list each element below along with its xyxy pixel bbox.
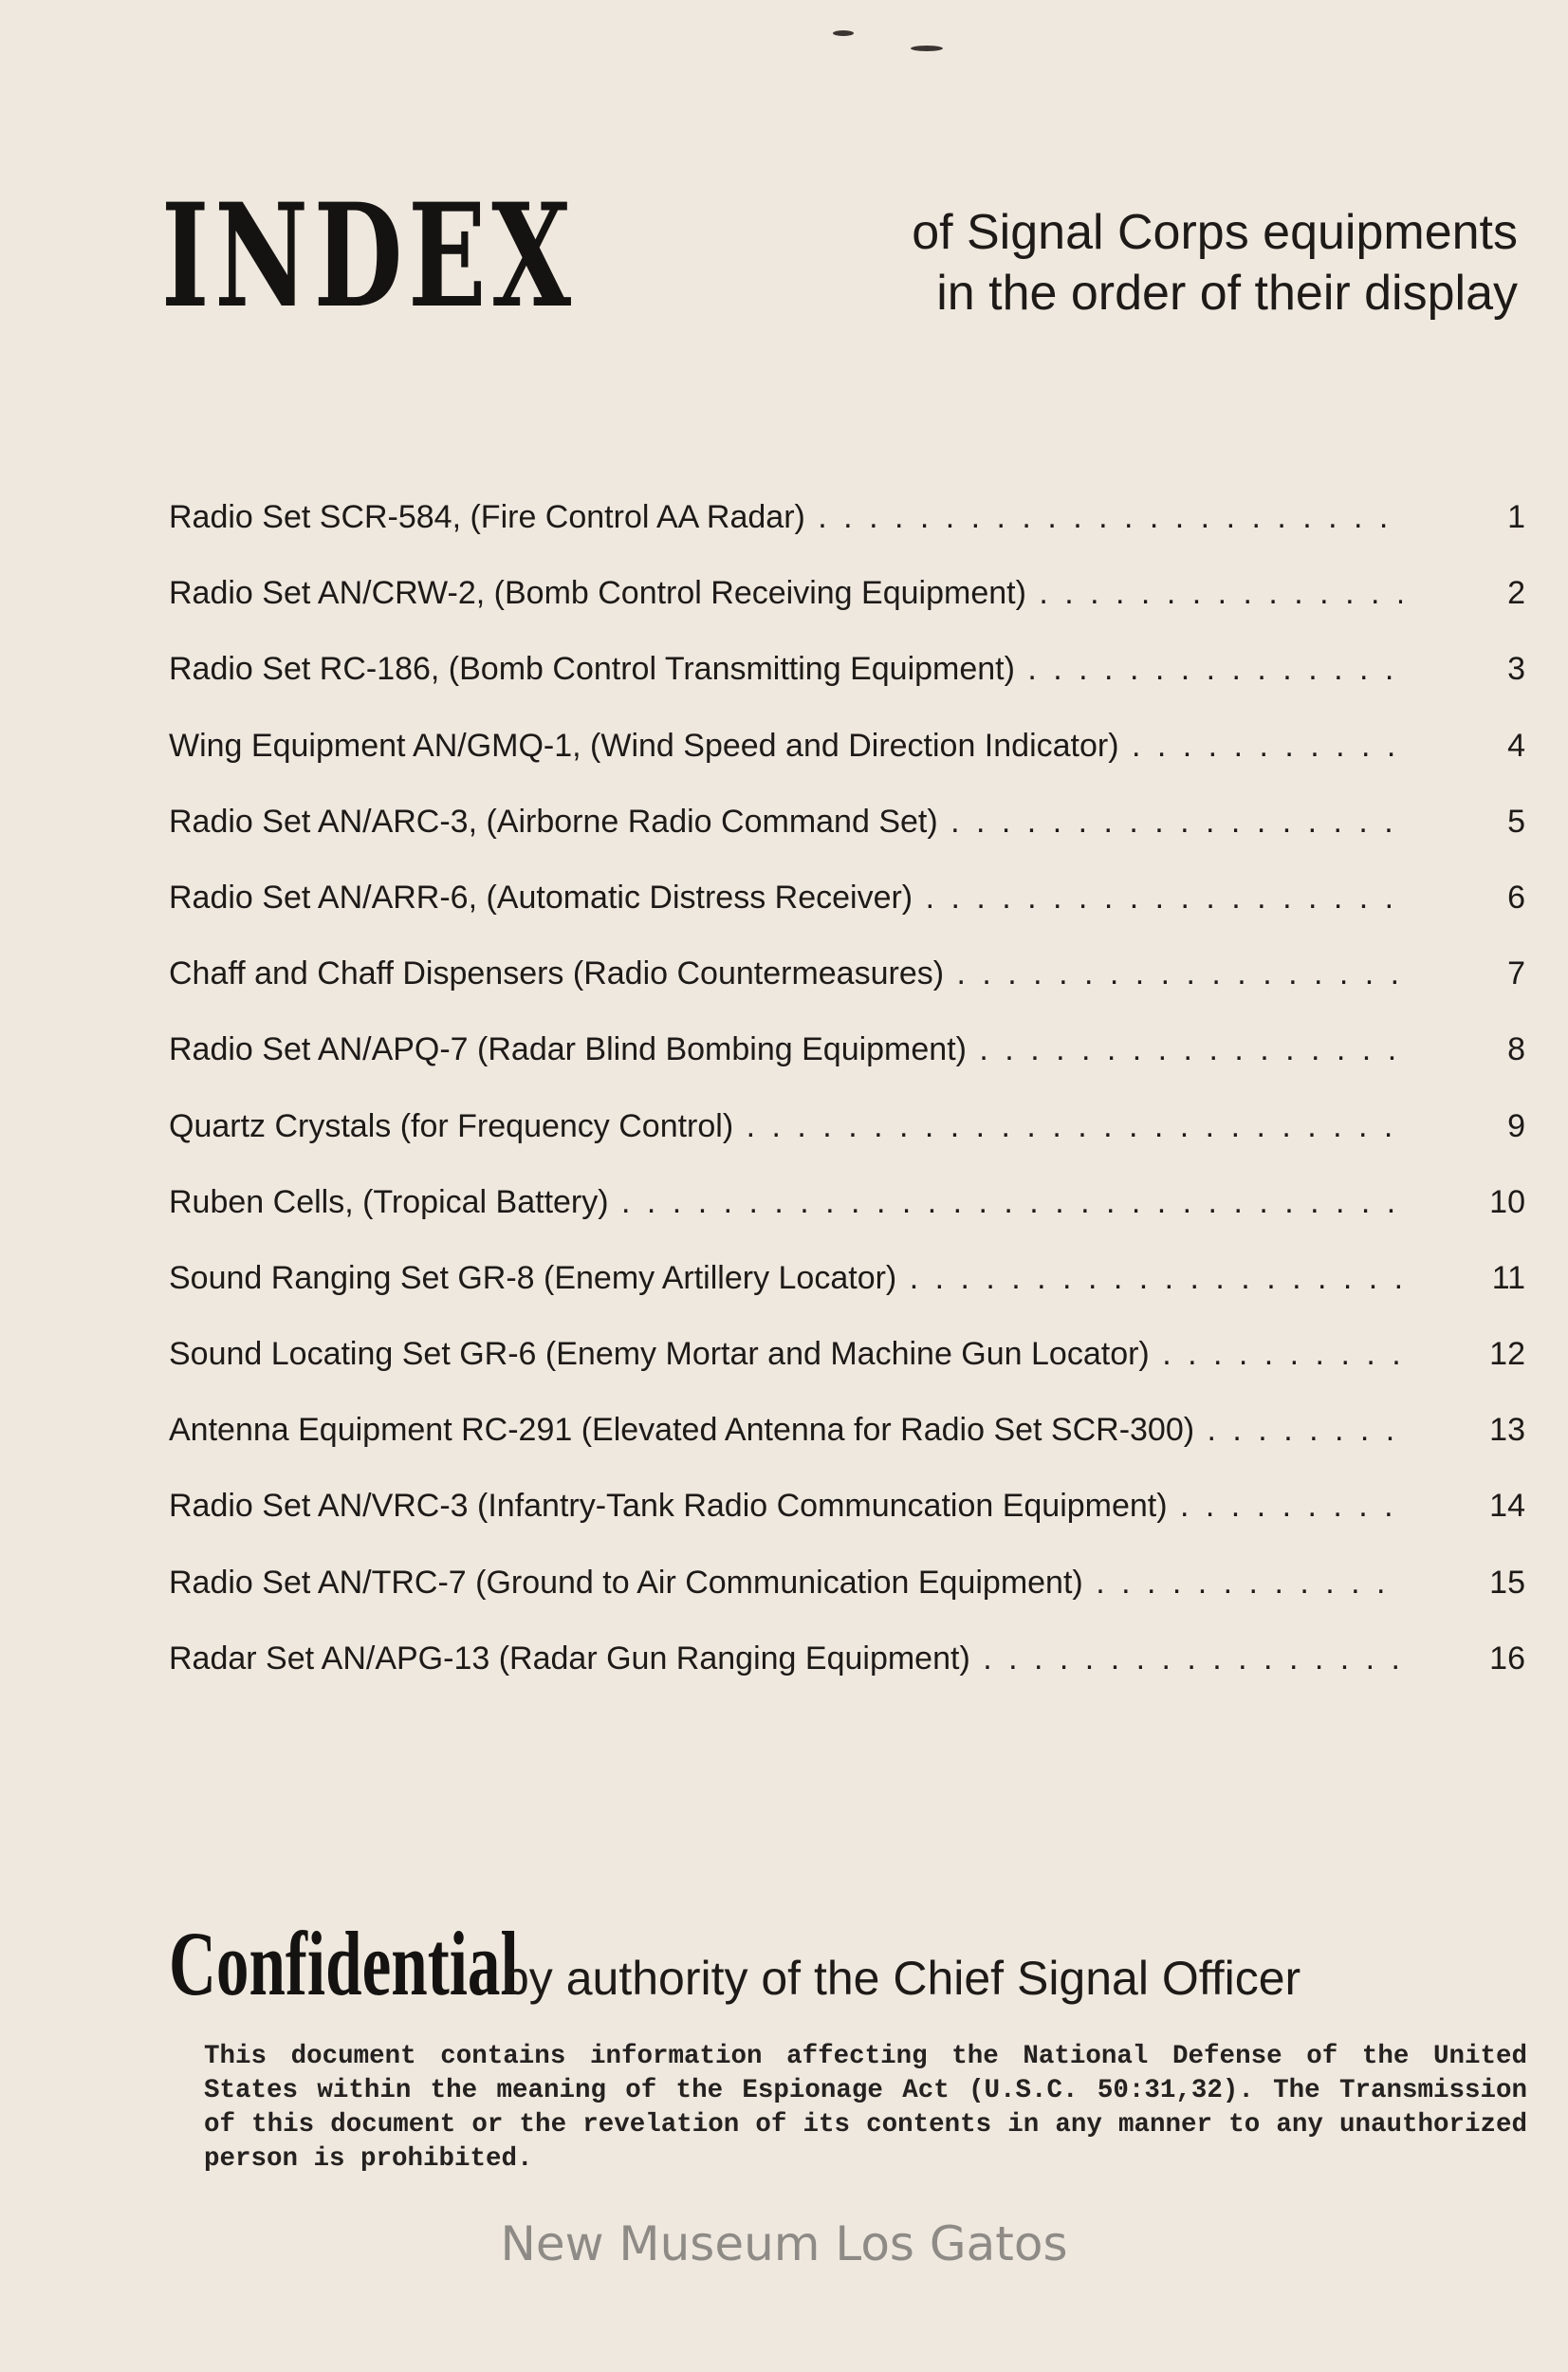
entry-page-number: 9 (1507, 1107, 1525, 1144)
index-title: INDEX (161, 173, 577, 340)
index-subtitle (607, 202, 1518, 324)
entry-description: Wing Equipment AN/GMQ-1, (Wind Speed and Direction Indicator) . . . (169, 722, 1402, 769)
entry-page-number: 10 (1489, 1183, 1525, 1220)
museum-watermark: New Museum Los Gatos (500, 2216, 1068, 2271)
index-entry (169, 569, 1525, 645)
index-header (161, 173, 1518, 340)
entry-description: Quartz Crystals (for Frequency Control) . . . (169, 1103, 1402, 1150)
index-entry (169, 1406, 1525, 1482)
entry-description: Sound Ranging Set GR-8 (Enemy Artillery Locator) . . . (169, 1254, 1402, 1302)
entry-page-number: 16 (1489, 1640, 1525, 1677)
index-entry (169, 1330, 1525, 1406)
index-entry (169, 874, 1525, 950)
confidential-authority: by authority of the Chief Signal Officer (503, 1952, 1301, 2005)
entry-description: Radio Set AN/CRW-2, (Bomb Control Receiving Equipment) . . . (169, 569, 1402, 617)
entry-description: Radio Set AN/APQ-7 (Radar Blind Bombing Equipment) . . . (169, 1026, 1402, 1073)
entry-page-number: 2 (1507, 575, 1525, 612)
confidential-word: Confidential (169, 1913, 519, 2014)
subtitle-line-1: of Signal Corps equipments (912, 205, 1518, 260)
subtitle-line-2: in the order of their display (936, 266, 1518, 321)
index-entry (169, 645, 1525, 721)
entry-description: Antenna Equipment RC-291 (Elevated Antenna for Radio Set SCR-300) . . . (169, 1406, 1402, 1454)
entry-page-number: 12 (1489, 1336, 1525, 1373)
entry-page-number: 6 (1507, 879, 1525, 916)
entry-page-number: 5 (1507, 803, 1525, 840)
entry-description: Ruben Cells, (Tropical Battery) . . . (169, 1178, 1402, 1226)
entry-page-number: 7 (1507, 955, 1525, 992)
ink-speck (833, 30, 854, 36)
index-entry (169, 1254, 1525, 1330)
index-entry (169, 1178, 1525, 1254)
index-entry (169, 1103, 1525, 1178)
index-list (169, 493, 1525, 1711)
entry-page-number: 14 (1489, 1488, 1525, 1525)
ink-speck (911, 46, 943, 51)
entry-page-number: 8 (1507, 1031, 1525, 1068)
index-entry (169, 1482, 1525, 1558)
index-entry (169, 1559, 1525, 1635)
entry-description: Radio Set AN/ARR-6, (Automatic Distress Receiver) . . . (169, 874, 1402, 921)
confidential-heading (169, 1912, 1568, 2026)
index-entry (169, 1026, 1525, 1102)
entry-description: Chaff and Chaff Dispensers (Radio Countermeasures) . . . (169, 950, 1402, 997)
entry-page-number: 15 (1489, 1564, 1525, 1601)
entry-page-number: 4 (1507, 727, 1525, 764)
entry-page-number: 13 (1489, 1412, 1525, 1449)
entry-description: Radio Set RC-186, (Bomb Control Transmitting Equipment) . . . (169, 645, 1402, 693)
index-entry (169, 722, 1525, 798)
entry-page-number: 11 (1491, 1259, 1525, 1296)
index-entry (169, 950, 1525, 1026)
index-entry (169, 1635, 1525, 1711)
entry-description: Radio Set AN/TRC-7 (Ground to Air Communication Equipment) . . . (169, 1559, 1402, 1606)
entry-description: Radio Set AN/VRC-3 (Infantry-Tank Radio Communcation Equipment) . . . (169, 1482, 1402, 1529)
entry-page-number: 3 (1507, 651, 1525, 688)
entry-description: Radio Set SCR-584, (Fire Control AA Radar) . . . (169, 493, 1402, 541)
entry-description: Sound Locating Set GR-6 (Enemy Mortar and Machine Gun Locator) . . . (169, 1330, 1402, 1378)
entry-description: Radar Set AN/APG-13 (Radar Gun Ranging Equipment) . . . (169, 1635, 1402, 1682)
index-entry (169, 798, 1525, 874)
entry-description: Radio Set AN/ARC-3, (Airborne Radio Command Set) . . . (169, 798, 1402, 845)
espionage-notice: This document contains information affecting the National Defense of the United States within the meaning of the Espionage Act (U.S.C. 50:31,32). The Transmission of this document or the revelation of its contents in any manner to any unauthorized person is prohibited. (204, 2042, 1527, 2174)
entry-page-number: 1 (1507, 499, 1525, 535)
index-entry (169, 493, 1525, 569)
